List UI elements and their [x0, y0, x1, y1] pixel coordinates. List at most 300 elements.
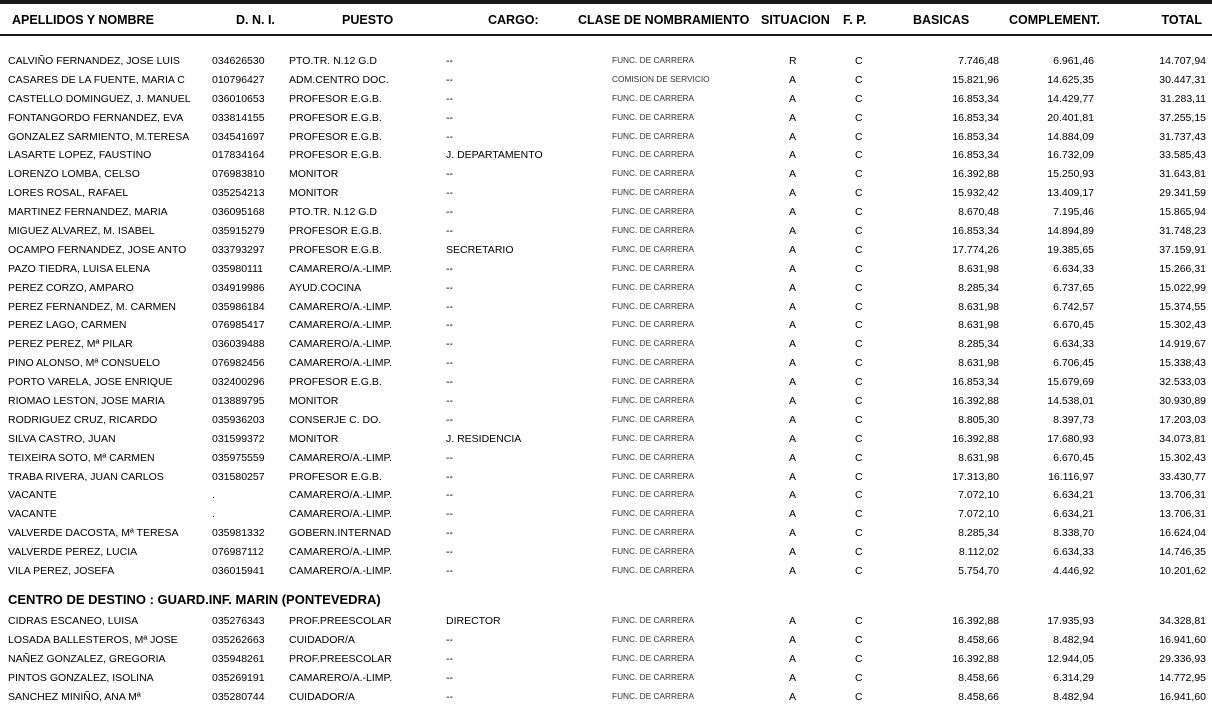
cell-clase: FUNC. DE CARRERA [612, 319, 695, 330]
cell-dni: 035948261 [212, 652, 265, 665]
cell-basicas: 16.392,88 [952, 168, 999, 181]
cell-cargo: -- [446, 281, 453, 294]
cell-basicas: 16.853,34 [952, 225, 999, 238]
cell-puesto: AYUD.COCINA [289, 281, 362, 294]
cell-clase: FUNC. DE CARRERA [612, 546, 695, 557]
cell-sit: A [789, 413, 797, 426]
cell-dni: 035975559 [212, 451, 265, 464]
cell-nombre: VACANTE [8, 508, 57, 521]
cell-fp: C [855, 376, 863, 389]
cell-puesto: GOBERN.INTERNAD [289, 527, 392, 540]
cell-fp: C [855, 92, 863, 105]
cell-sit: A [789, 300, 797, 313]
cell-puesto: PROF.PREESCOLAR [289, 615, 392, 627]
cell-sit: A [789, 508, 797, 521]
cell-sit: A [789, 111, 797, 124]
cell-total: 10.201,62 [1159, 565, 1206, 578]
table-header [0, 4, 1212, 36]
cell-total: 14.919,67 [1159, 338, 1206, 351]
cell-cargo: -- [446, 470, 453, 483]
cell-sit: A [789, 432, 797, 445]
cell-total: 33.585,43 [1159, 149, 1206, 162]
cell-sit: A [789, 671, 797, 684]
cell-basicas: 5.754,70 [958, 565, 999, 578]
cell-fp: C [855, 527, 863, 540]
cell-basicas: 8.285,34 [958, 281, 999, 294]
cell-clase: FUNC. DE CARRERA [612, 206, 695, 217]
cell-nombre: PEREZ FERNANDEZ, M. CARMEN [8, 300, 177, 313]
cell-complement: 17.680,93 [1047, 432, 1094, 445]
table-row [0, 486, 1212, 505]
cell-total: 13.706,31 [1159, 508, 1206, 521]
cell-dni: 035262663 [212, 633, 265, 646]
cell-nombre: PEREZ LAGO, CARMEN [8, 319, 127, 332]
cell-complement: 6.314,29 [1053, 671, 1094, 684]
cell-clase: FUNC. DE CARRERA [612, 413, 695, 424]
cell-clase: FUNC. DE CARRERA [612, 262, 695, 273]
cell-dni: 035980111 [212, 262, 263, 275]
cell-nombre: FONTANGORDO FERNANDEZ, EVA [8, 111, 184, 124]
cell-clase: FUNC. DE CARRERA [612, 55, 695, 65]
cell-puesto: CAMARERO/A.-LIMP. [289, 565, 393, 578]
cell-total: 15.266,31 [1159, 262, 1206, 275]
cell-fp: C [855, 546, 863, 559]
cell-dni: 036039488 [212, 338, 265, 351]
table-row [0, 688, 1212, 706]
table-row [0, 109, 1212, 128]
cell-sit: R [789, 55, 797, 67]
cell-dni: 036095168 [212, 206, 265, 219]
cell-nombre: VALVERDE PEREZ, LUCIA [8, 546, 138, 559]
cell-sit: A [789, 395, 797, 408]
cell-sit: A [789, 633, 797, 646]
cell-total: 15.338,43 [1159, 357, 1206, 370]
cell-nombre: CIDRAS ESCANEO, LUISA [8, 615, 139, 627]
header-puesto: PUESTO [342, 13, 394, 27]
cell-nombre: LOSADA BALLESTEROS, Mª JOSE [8, 633, 178, 646]
cell-fp: C [855, 281, 863, 294]
cell-fp: C [855, 149, 863, 162]
cell-clase: FUNC. DE CARRERA [612, 652, 695, 663]
table-row [0, 316, 1212, 335]
cell-complement: 13.409,17 [1047, 187, 1094, 200]
header-total: TOTAL [1161, 13, 1202, 27]
cell-nombre: PORTO VARELA, JOSE ENRIQUE [8, 376, 173, 389]
cell-dni: 035915279 [212, 225, 265, 238]
cell-puesto: CAMARERO/A.-LIMP. [289, 357, 393, 370]
cell-fp: C [855, 565, 863, 578]
cell-clase: FUNC. DE CARRERA [612, 671, 695, 682]
table-row [0, 203, 1212, 222]
cell-basicas: 7.072,10 [958, 489, 999, 502]
cell-complement: 6.961,46 [1053, 55, 1094, 67]
cell-puesto: CUIDADOR/A [289, 690, 355, 703]
cell-basicas: 15.932,42 [952, 187, 999, 200]
cell-basicas: 16.853,34 [952, 149, 999, 162]
cell-clase: FUNC. DE CARRERA [612, 281, 695, 292]
cell-fp: C [855, 55, 863, 67]
cell-complement: 16.116,97 [1048, 470, 1094, 483]
cell-cargo: -- [446, 489, 453, 502]
cell-puesto: PROFESOR E.G.B. [289, 225, 382, 238]
cell-cargo: -- [446, 376, 453, 389]
cell-dni: 036010653 [212, 92, 265, 105]
cell-nombre: LORES ROSAL, RAFAEL [8, 187, 129, 200]
cell-basicas: 8.631,98 [958, 319, 999, 332]
cell-clase: FUNC. DE CARRERA [612, 243, 695, 254]
cell-nombre: PEREZ PEREZ, Mª PILAR [8, 338, 133, 351]
cell-complement: 20.401,81 [1047, 111, 1094, 124]
cell-dni: 035981332 [212, 527, 265, 540]
cell-total: 14.746,35 [1159, 546, 1206, 559]
cell-cargo: J. RESIDENCIA [446, 432, 522, 445]
cell-dni: 034541697 [212, 130, 265, 143]
table-row [0, 650, 1212, 669]
cell-total: 37.159,91 [1159, 243, 1206, 256]
cell-basicas: 8.670,48 [958, 206, 999, 219]
cell-basicas: 16.392,88 [952, 432, 999, 445]
cell-puesto: CAMARERO/A.-LIMP. [289, 300, 393, 313]
cell-puesto: PROFESOR E.G.B. [289, 92, 382, 105]
cell-cargo: -- [446, 671, 453, 684]
cell-complement: 8.482,94 [1053, 633, 1094, 646]
cell-puesto: ADM.CENTRO DOC. [289, 73, 389, 86]
cell-complement: 17.935,93 [1047, 615, 1094, 627]
cell-cargo: -- [446, 652, 453, 665]
cell-total: 33.430,77 [1159, 470, 1206, 483]
cell-cargo: -- [446, 187, 453, 200]
cell-puesto: MONITOR [289, 432, 339, 445]
cell-basicas: 7.746,48 [958, 55, 999, 67]
cell-puesto: CAMARERO/A.-LIMP. [289, 508, 393, 521]
cell-nombre: RODRIGUEZ CRUZ, RICARDO [8, 413, 158, 426]
table-row [0, 335, 1212, 354]
cell-nombre: VILA PEREZ, JOSEFA [8, 565, 115, 578]
cell-clase: FUNC. DE CARRERA [612, 451, 695, 462]
cell-sit: A [789, 262, 797, 275]
cell-complement: 6.634,33 [1053, 546, 1094, 559]
cell-clase: FUNC. DE CARRERA [612, 149, 695, 160]
cell-complement: 6.706,45 [1053, 357, 1094, 370]
cell-sit: A [789, 225, 797, 238]
cell-total: 13.706,31 [1159, 489, 1206, 502]
cell-fp: C [855, 206, 863, 219]
cell-total: 14.707,94 [1159, 55, 1206, 67]
cell-puesto: CAMARERO/A.-LIMP. [289, 489, 393, 502]
cell-sit: A [789, 243, 797, 256]
cell-puesto: CAMARERO/A.-LIMP. [289, 546, 393, 559]
cell-nombre: SANCHEZ MINIÑO, ANA Mª [8, 690, 141, 703]
cell-nombre: SILVA CASTRO, JUAN [8, 432, 116, 445]
cell-nombre: OCAMPO FERNANDEZ, JOSE ANTO [8, 243, 187, 256]
cell-basicas: 8.805,30 [958, 413, 999, 426]
cell-total: 30.447,31 [1159, 73, 1206, 86]
cell-basicas: 8.285,34 [958, 527, 999, 540]
cell-total: 29.341,59 [1159, 187, 1206, 200]
cell-nombre: PEREZ CORZO, AMPARO [8, 281, 134, 294]
cell-cargo: -- [446, 168, 453, 181]
cell-clase: FUNC. DE CARRERA [612, 111, 695, 122]
table-row [0, 468, 1212, 487]
cell-clase: FUNC. DE CARRERA [612, 225, 695, 236]
cell-puesto: PROFESOR E.G.B. [289, 243, 382, 256]
cell-clase: FUNC. DE CARRERA [612, 376, 695, 387]
cell-dni: 032400296 [212, 376, 265, 389]
cell-clase: FUNC. DE CARRERA [612, 395, 695, 406]
cell-puesto: CAMARERO/A.-LIMP. [289, 338, 393, 351]
table-row [0, 165, 1212, 184]
cell-cargo: J. DEPARTAMENTO [446, 149, 543, 162]
cell-fp: C [855, 451, 863, 464]
cell-complement: 6.670,45 [1053, 451, 1094, 464]
cell-total: 31.748,23 [1159, 225, 1206, 238]
table-row [0, 241, 1212, 260]
cell-nombre: RIOMAO LESTON, JOSE MARIA [8, 395, 165, 408]
cell-sit: A [789, 690, 797, 703]
table-body-section-2 [0, 612, 1212, 706]
cell-basicas: 8.458,66 [958, 671, 999, 684]
cell-complement: 6.737,65 [1053, 281, 1094, 294]
cell-cargo: -- [446, 262, 453, 275]
cell-fp: C [855, 633, 863, 646]
cell-dni: 033814155 [212, 111, 265, 124]
cell-clase: FUNC. DE CARRERA [612, 187, 695, 198]
cell-complement: 6.634,21 [1053, 489, 1094, 502]
cell-complement: 6.634,33 [1053, 338, 1094, 351]
cell-sit: A [789, 187, 797, 200]
cell-fp: C [855, 357, 863, 370]
cell-puesto: CAMARERO/A.-LIMP. [289, 319, 393, 332]
cell-puesto: MONITOR [289, 187, 339, 200]
table-body [0, 52, 1212, 581]
cell-nombre: CASTELLO DOMINGUEZ, J. MANUEL [8, 92, 191, 105]
cell-clase: FUNC. DE CARRERA [612, 130, 695, 141]
cell-complement: 12.944,05 [1047, 652, 1094, 665]
cell-fp: C [855, 73, 863, 86]
cell-total: 17.203,03 [1159, 413, 1206, 426]
cell-clase: FUNC. DE CARRERA [612, 690, 695, 701]
cell-total: 15.302,43 [1159, 451, 1206, 464]
cell-sit: A [789, 73, 797, 86]
cell-fp: C [855, 243, 863, 256]
cell-dni: 076985417 [212, 319, 265, 332]
cell-clase: FUNC. DE CARRERA [612, 633, 695, 644]
cell-clase: FUNC. DE CARRERA [612, 92, 695, 103]
cell-sit: A [789, 489, 797, 502]
cell-total: 31.283,11 [1160, 92, 1206, 105]
cell-fp: C [855, 225, 863, 238]
cell-complement: 6.634,33 [1053, 262, 1094, 275]
table-row [0, 631, 1212, 650]
cell-puesto: PROFESOR E.G.B. [289, 470, 382, 483]
cell-complement: 14.894,89 [1047, 225, 1094, 238]
cell-puesto: PROFESOR E.G.B. [289, 111, 382, 124]
cell-sit: A [789, 338, 797, 351]
table-row [0, 373, 1212, 392]
cell-fp: C [855, 652, 863, 665]
cell-basicas: 15.821,96 [952, 73, 999, 86]
table-row [0, 669, 1212, 688]
cell-complement: 14.538,01 [1047, 395, 1094, 408]
cell-puesto: CAMARERO/A.-LIMP. [289, 451, 393, 464]
cell-clase: FUNC. DE CARRERA [612, 357, 695, 368]
cell-fp: C [855, 508, 863, 521]
cell-total: 31.737,43 [1159, 130, 1206, 143]
cell-total: 31.643,81 [1159, 168, 1206, 181]
cell-clase: FUNC. DE CARRERA [612, 508, 695, 519]
cell-sit: A [789, 565, 797, 578]
cell-nombre: PAZO TIEDRA, LUISA ELENA [8, 262, 150, 275]
cell-nombre: NAÑEZ GONZALEZ, GREGORIA [8, 652, 166, 665]
table-row [0, 222, 1212, 241]
table-row [0, 279, 1212, 298]
cell-basicas: 16.392,88 [952, 652, 999, 665]
cell-dni: 010796427 [212, 73, 265, 86]
cell-sit: A [789, 206, 797, 219]
cell-cargo: -- [446, 55, 453, 67]
cell-fp: C [855, 615, 863, 627]
cell-sit: A [789, 652, 797, 665]
cell-complement: 4.446,92 [1053, 565, 1094, 578]
cell-puesto: PROFESOR E.G.B. [289, 149, 382, 162]
cell-puesto: CAMARERO/A.-LIMP. [289, 262, 393, 275]
table-row [0, 524, 1212, 543]
cell-fp: C [855, 413, 863, 426]
cell-fp: C [855, 671, 863, 684]
cell-total: 16.624,04 [1159, 527, 1206, 540]
cell-cargo: -- [446, 508, 453, 521]
cell-clase: FUNC. DE CARRERA [612, 300, 695, 311]
cell-puesto: PROF.PREESCOLAR [289, 652, 392, 665]
cell-fp: C [855, 168, 863, 181]
header-basicas: BASICAS [913, 13, 970, 27]
cell-cargo: -- [446, 130, 453, 143]
cell-complement: 7.195,46 [1053, 206, 1094, 219]
cell-total: 37.255,15 [1159, 111, 1206, 124]
header-cargo: CARGO: [488, 13, 539, 27]
cell-clase: FUNC. DE CARRERA [612, 527, 695, 538]
cell-nombre: VACANTE [8, 489, 57, 502]
cell-dni: 076987112 [212, 546, 264, 559]
cell-total: 29.336,93 [1159, 652, 1206, 665]
cell-basicas: 16.853,34 [952, 130, 999, 143]
cell-basicas: 7.072,10 [958, 508, 999, 521]
cell-sit: A [789, 92, 797, 105]
cell-dni: 013889795 [212, 395, 265, 408]
cell-dni: 035269191 [212, 671, 265, 684]
cell-complement: 15.679,69 [1047, 376, 1094, 389]
table-row [0, 392, 1212, 411]
cell-sit: A [789, 149, 797, 162]
cell-dni: 017834164 [212, 149, 265, 162]
cell-puesto: CONSERJE C. DO. [289, 413, 382, 426]
cell-total: 16.941,60 [1159, 633, 1206, 646]
cell-sit: A [789, 546, 797, 559]
cell-puesto: PTO.TR. N.12 G.D [289, 206, 377, 219]
cell-complement: 14.625,35 [1047, 73, 1094, 86]
cell-puesto: MONITOR [289, 168, 339, 181]
table-row [0, 543, 1212, 562]
cell-sit: A [789, 376, 797, 389]
cell-complement: 6.742,57 [1053, 300, 1094, 313]
cell-dni: 076983810 [212, 168, 265, 181]
cell-sit: A [789, 130, 797, 143]
cell-dni: 035986184 [212, 300, 265, 313]
cell-total: 15.374,55 [1159, 300, 1206, 313]
cell-nombre: CASARES DE LA FUENTE, MARIA C [8, 73, 185, 86]
cell-fp: C [855, 338, 863, 351]
cell-puesto: MONITOR [289, 395, 339, 408]
cell-cargo: -- [446, 225, 453, 238]
cell-dni: 076982456 [212, 357, 265, 370]
cell-basicas: 8.112,02 [958, 546, 999, 559]
table-row [0, 71, 1212, 90]
cell-sit: A [789, 615, 797, 627]
cell-cargo: -- [446, 73, 453, 86]
cell-puesto: CAMARERO/A.-LIMP. [289, 671, 393, 684]
table-row [0, 354, 1212, 373]
cell-cargo: -- [446, 527, 453, 540]
table-row [0, 449, 1212, 468]
cell-nombre: GONZALEZ SARMIENTO, M.TERESA [8, 130, 190, 143]
cell-basicas: 16.853,34 [952, 376, 999, 389]
cell-nombre: MIGUEZ ALVAREZ, M. ISABEL [8, 225, 155, 238]
cell-complement: 19.385,65 [1047, 243, 1094, 256]
cell-cargo: -- [446, 565, 453, 578]
cell-dni: 035280744 [212, 690, 265, 703]
cell-complement: 15.250,93 [1047, 168, 1094, 181]
header-complement: COMPLEMENT. [1009, 13, 1100, 27]
cell-complement: 8.482,94 [1053, 690, 1094, 703]
cell-cargo: -- [446, 357, 453, 370]
cell-clase: FUNC. DE CARRERA [612, 432, 695, 443]
table-row [0, 52, 1212, 71]
cell-total: 32.533,03 [1159, 376, 1206, 389]
table-row [0, 411, 1212, 430]
cell-cargo: SECRETARIO [446, 243, 514, 256]
cell-dni: 031599372 [212, 432, 265, 445]
cell-basicas: 16.392,88 [952, 395, 999, 408]
cell-sit: A [789, 319, 797, 332]
cell-dni: 034626530 [212, 55, 265, 67]
cell-nombre: PINO ALONSO, Mª CONSUELO [8, 357, 161, 370]
cell-clase: FUNC. DE CARRERA [612, 489, 695, 500]
table-row [0, 260, 1212, 279]
cell-cargo: -- [446, 300, 453, 313]
cell-sit: A [789, 357, 797, 370]
cell-puesto: PROFESOR E.G.B. [289, 130, 382, 143]
cell-fp: C [855, 489, 863, 502]
cell-sit: A [789, 527, 797, 540]
header-clase: CLASE DE NOMBRAMIENTO [578, 13, 750, 27]
table-row [0, 612, 1212, 631]
cell-puesto: PTO.TR. N.12 G.D [289, 55, 377, 67]
cell-dni: 035936203 [212, 413, 265, 426]
cell-basicas: 8.458,66 [958, 690, 999, 703]
cell-basicas: 17.313,80 [952, 470, 999, 483]
table-row [0, 146, 1212, 165]
cell-complement: 8.338,70 [1053, 527, 1094, 540]
cell-nombre: TEIXEIRA SOTO, Mª CARMEN [8, 451, 155, 464]
cell-clase: FUNC. DE CARRERA [612, 565, 695, 576]
cell-dni: 031580257 [212, 470, 265, 483]
cell-clase: FUNC. DE CARRERA [612, 615, 695, 625]
table-row [0, 505, 1212, 524]
cell-dni: . [212, 508, 215, 521]
cell-puesto: CUIDADOR/A [289, 633, 355, 646]
cell-complement: 6.634,21 [1053, 508, 1094, 521]
cell-total: 30.930,89 [1159, 395, 1206, 408]
